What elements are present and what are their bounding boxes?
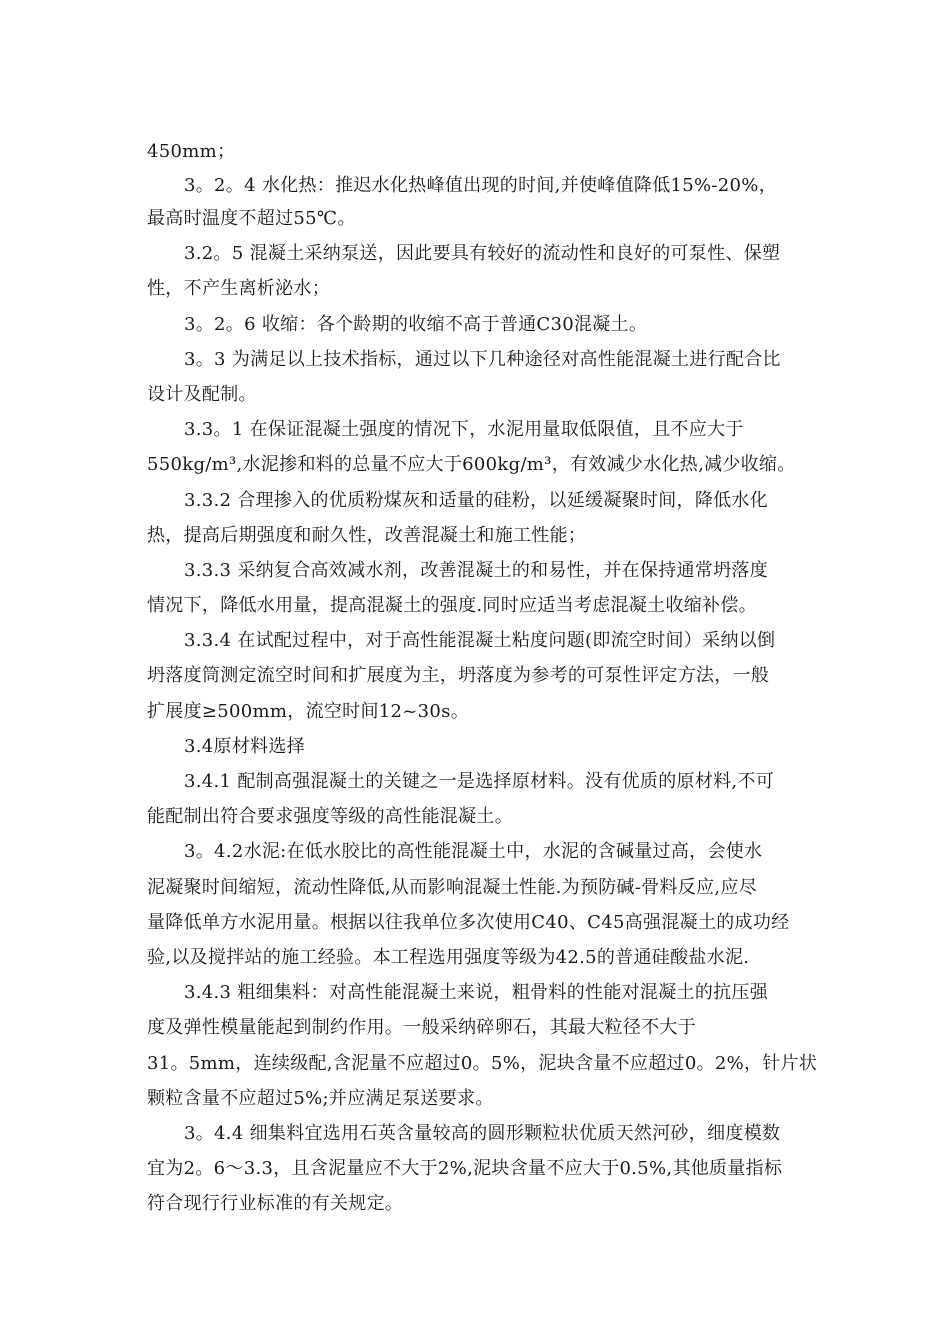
- text-line: 3。4.2水泥:在低水胶比的高性能混凝土中，水泥的含碱量过高，会使水: [184, 841, 763, 862]
- text-line: 设计及配制。: [147, 384, 257, 405]
- text-line: 性，不产生离析泌水；: [147, 278, 330, 299]
- text-line: 热，提高后期强度和耐久性，改善混凝土和施工性能；: [147, 525, 587, 546]
- text-line: 3.4.1 配制高强混凝土的关键之一是选择原材料。没有优质的原材料,不可: [184, 771, 775, 792]
- text-line: 量降低单方水泥用量。根据以往我单位多次使用C40、C45高强混凝土的成功经: [147, 912, 790, 933]
- text-line: 能配制出符合要求强度等级的高性能混凝土。: [147, 806, 513, 827]
- text-line: 3。2。6 收缩：各个龄期的收缩不高于普通C30混凝土。: [184, 314, 648, 335]
- text-line: 31。5mm，连续级配,含泥量不应超过0。5%，泥块含量不应超过0。2%，针片状: [147, 1053, 818, 1074]
- text-line: 3.2。5 混凝土采纳泵送，因此要具有较好的流动性和良好的可泵性、保塑: [184, 243, 781, 264]
- text-line: 坍落度筒测定流空时间和扩展度为主，坍落度为参考的可泵性评定方法，一般: [147, 665, 770, 686]
- section-heading: 3.4原材料选择: [184, 736, 306, 757]
- text-line: 度及弹性模量能起到制约作用。一般采纳碎卵石，其最大粒径不大于: [147, 1017, 696, 1038]
- text-line: 情况下，降低水用量，提高混凝土的强度.同时应适当考虑混凝土收缩补偿。: [147, 595, 757, 616]
- text-line: 符合现行行业标准的有关规定。: [147, 1193, 404, 1214]
- text-line: 3.3.4 在试配过程中，对于高性能混凝土粘度问题(即流空时间）采纳以倒: [184, 630, 776, 651]
- text-line: 450mm；: [147, 141, 236, 162]
- text-line: 3.4.3 粗细集料：对高性能混凝土来说，粗骨料的性能对混凝土的抗压强: [184, 982, 769, 1003]
- text-line: 颗粒含量不应超过5%;并应满足泵送要求。: [147, 1088, 494, 1109]
- text-line: 泥凝聚时间缩短，流动性降低,从而影响混凝土性能.为预防碱-骨料反应,应尽: [147, 877, 758, 898]
- text-line: 3.3.3 采纳复合高效减水剂，改善混凝土的和易性，并在保持通常坍落度: [184, 560, 769, 581]
- text-line: 3.3.2 合理掺入的优质粉煤灰和适量的硅粉，以延缓凝聚时间，降低水化: [184, 490, 769, 511]
- text-line: 3。4.4 细集料宜选用石英含量较高的圆形颗粒状优质天然河砂，细度模数: [184, 1123, 781, 1144]
- text-line: 扩展度≥500mm，流空时间12~30s。: [147, 701, 470, 722]
- text-line: 550kg/m³,水泥掺和料的总量不应大于600kg/m³，有效减少水化热,减少收缩。: [147, 454, 796, 475]
- text-line: 宜为2。6～3.3，且含泥量应不大于2%,泥块含量不应大于0.5%,其他质量指标: [147, 1158, 783, 1179]
- text-line: 3。3 为满足以上技术指标，通过以下几种途径对高性能混凝土进行配合比: [184, 349, 781, 370]
- text-line: 3.3。1 在保证混凝土强度的情况下，水泥用量取低限值，且不应大于: [184, 419, 744, 440]
- text-line: 3。2。4 水化热：推迟水化热峰值出现的时间,并使峰值降低15%-20%，: [184, 175, 777, 196]
- text-line: 最高时温度不超过55℃。: [147, 208, 356, 229]
- text-line: 验,以及搅拌站的施工经验。本工程选用强度等级为42.5的普通硅酸盐水泥.: [147, 947, 750, 968]
